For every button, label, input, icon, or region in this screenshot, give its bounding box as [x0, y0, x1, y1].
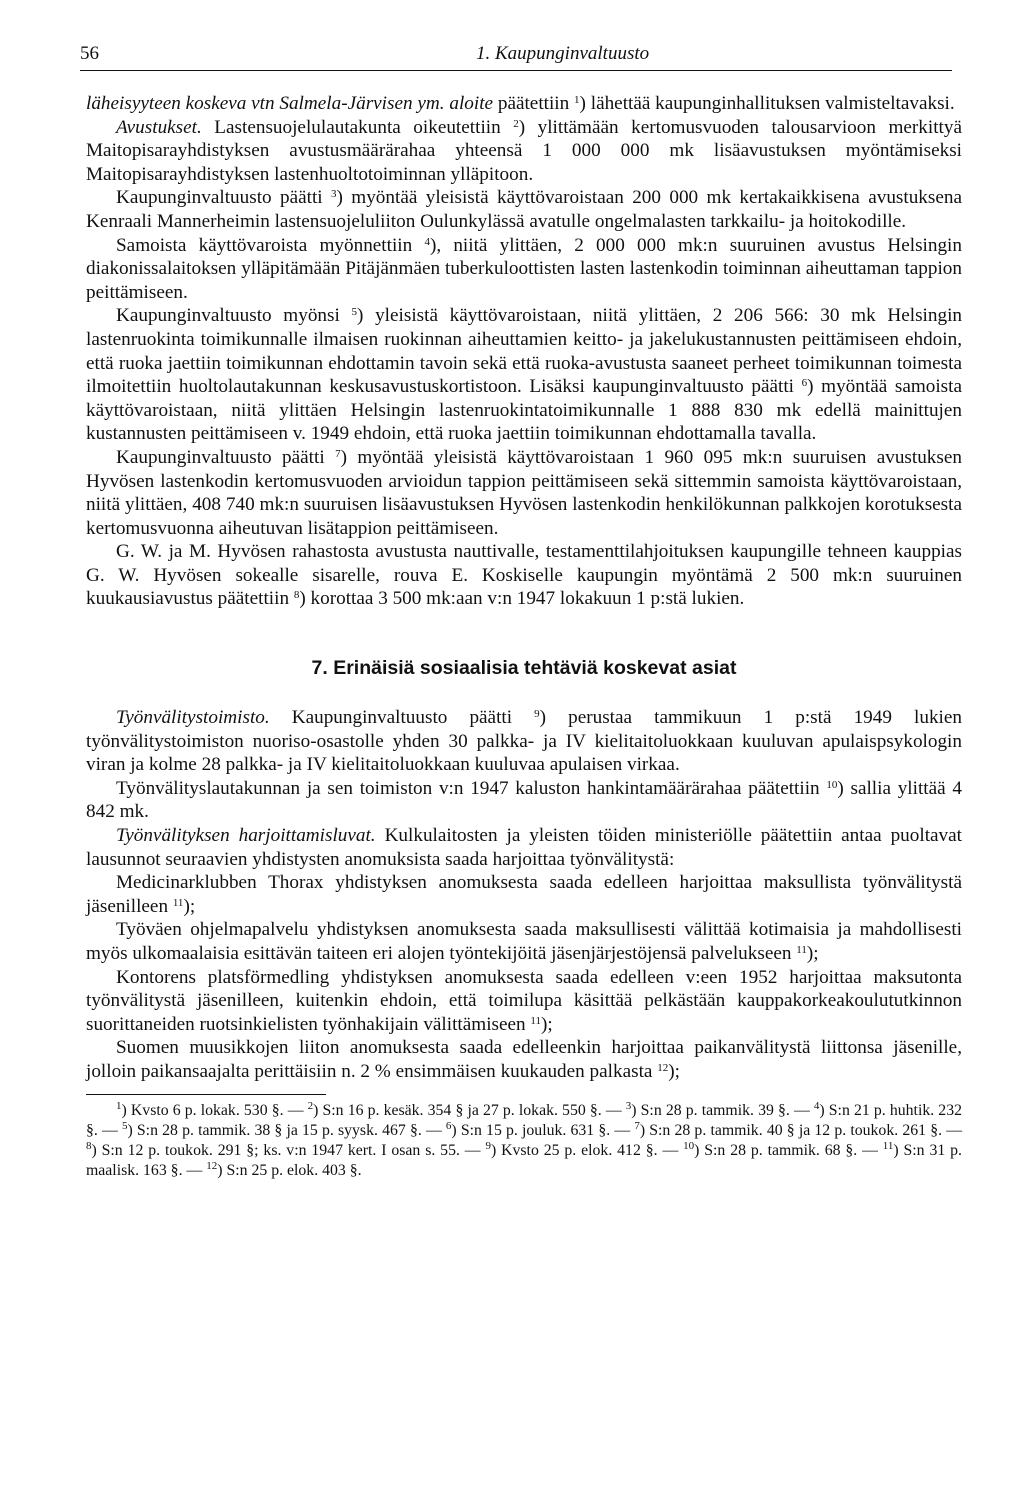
text: Medicinarklubben Thorax yhdistyksen anomuksesta saada edelleen harjoittaa maksullista työnvälitystä jäsenilleen	[86, 872, 962, 917]
section-heading: 7. Erinäisiä sosiaalisia tehtäviä koskevat asiat	[311, 657, 737, 680]
paragraph	[86, 540, 962, 611]
footnote-number: 1	[116, 1099, 122, 1112]
footnote-ref: 2	[513, 117, 519, 130]
text: ), niitä ylittäen, 2 000 000 mk:n suuruinen avustus Helsingin diakonissalaitoksen ylläpitämään Pitäjänmäen tuberkuloottisten lasten lastenkodin toiminnan aiheuttaman tappion peittämiseen.	[86, 234, 962, 303]
footnotes	[86, 1101, 962, 1181]
paragraph	[86, 1036, 962, 1083]
paragraph	[86, 234, 962, 305]
text: ) sallia ylittää 4 842 mk.	[86, 777, 962, 823]
text: G. W. ja M. Hyvösen rahastosta avustusta nauttivalle, testamenttilahjoituksen kaupungille tehneen kauppias G. W. Hyvösen sokealle sisarelle, rouva E. Koskiselle kaupungin myöntämä 2 500 mk:n suuruinen kuukausiavustus päätettiin	[86, 541, 962, 610]
text: Kaupunginvaltuusto päätti	[116, 187, 332, 209]
paragraph	[86, 918, 962, 965]
text: );	[668, 1060, 680, 1082]
text: );	[183, 895, 196, 917]
footnote-text: ) Kvsto 6 p. lokak. 530 §. —	[121, 1101, 308, 1119]
footnote-text: ) Kvsto 25 p. elok. 412 §. —	[490, 1141, 684, 1159]
footnote-number: 7	[634, 1119, 640, 1132]
text: ) ylittämään kertomusvuoden talousarvioon merkittyä Maitopisarayhdistyksen avustusmäärärahaa yhteensä 1 000 000 mk lisäavustuksen myöntämiseksi Maitopisarayhdistyksen lastenhuoltotoiminnan ylläpitoon.	[86, 116, 962, 185]
footnote-text: ) S:n 25 p. elok. 403 §.	[217, 1161, 362, 1179]
footnote-number: 3	[625, 1099, 632, 1112]
header-rule	[80, 70, 952, 71]
footnote-ref: 9	[534, 708, 540, 721]
footnote-number: 2	[307, 1099, 314, 1112]
italic-lead: Työnvälitystoimisto.	[116, 707, 270, 729]
text: ) myöntää yleisistä käyttövaroistaan 1 960 095 mk:n suuruisen avustuksen Hyvösen lastenkodin kertomusvuoden arvioidun tappion peittämiseen sekä sittemmin samoista käyttövaroistaan, niitä ylittäen, 408 740 mk:n suuruisen lisäavustuksen Hyvösen lastenkodin henkilökunnan palkkojen korotuksesta kertomusvuonna aiheutuvan lisätappion peittämiseen.	[86, 446, 962, 539]
paragraph	[86, 304, 962, 446]
footnote-text: ) S:n 12 p. toukok. 291 §; ks. v:n 1947 kert. I osan s. 55. —	[91, 1141, 486, 1159]
paragraph	[86, 871, 962, 918]
paragraph	[86, 116, 962, 187]
footnote-number: 5	[121, 1119, 128, 1132]
footnote-text: ) S:n 28 p. tammik. 38 § ja 15 p. syysk. 467 §. —	[127, 1121, 446, 1139]
text: Työnvälityslautakunnan ja sen toimiston v:n 1947 kaluston hankintamäärärahaa päätettiin	[116, 777, 827, 799]
text: ) lähettää kaupunginhallituksen valmisteltavaksi.	[579, 93, 955, 114]
footnote-ref: 8	[293, 589, 300, 602]
text: ) myöntää yleisistä käyttövaroistaan 200 000 mk kertakaikkisena avustuksena Kenraali Mannerheimin lastensuojeluliiton Oulunkylässä avatulle ongelmalasten tarkkailu- ja hoitokodille.	[86, 187, 962, 232]
footnote-number: 11	[882, 1139, 894, 1152]
footnote-rule	[86, 1094, 326, 1095]
footnote-ref: 11	[172, 896, 184, 909]
paragraph	[86, 777, 962, 824]
footnote-text: ) S:n 21 p. huhtik. 232 §. —	[86, 1101, 962, 1139]
footnote-text: ) S:n 28 p. tammik. 40 § ja 12 p. toukok. 261 §. —	[639, 1121, 962, 1139]
text: Työväen ohjelmapalvelu yhdistyksen anomuksesta saada maksullisesti välittää kotimaisia ja mahdollisesti myös ulkomaalaisia esittävän taiteen eri alojen työntekijöitä jäsenjärjestöjensä palvelukseen	[86, 919, 962, 964]
text: Kulkulaitosten ja yleisten töiden ministeriölle päätettiin antaa puoltavat lausunnot seuraavien yhdistysten anomuksista saada harjoittaa työnvälitystä:	[86, 825, 962, 870]
footnote-ref: 11	[796, 944, 807, 956]
footnote-text: ) S:n 31 p. maalisk. 163 §. —	[86, 1141, 962, 1179]
page-number: 56	[80, 43, 99, 64]
footnote-text: ) S:n 15 p. jouluk. 631 §. —	[451, 1121, 635, 1139]
text: ) yleisistä käyttövaroistaan, niitä ylittäen, 2 206 566: 30 mk Helsingin lastenruokinta toimikunnalle ilmaisen ruokinnan aiheuttamien keitto- ja jakelukustannusten peittämiseen ehdoin, että ruoka jaettiin toimikunnan ehdottamin tavoin sekä että ruoka-avustusta saaneet perheet toimikunnan toimesta ilmoitettiin huoltolautakunnan keskusavustuskortistoon. Lisäksi kaupunginvaltuusto päätti	[86, 305, 962, 398]
footnote-number: 6	[445, 1119, 452, 1132]
italic-lead: Avustukset.	[116, 116, 202, 138]
paragraph	[86, 966, 962, 1037]
paragraph	[86, 706, 962, 777]
footnote-text: ) S:n 16 p. kesäk. 354 § ja 27 p. lokak. 550 §. —	[313, 1101, 626, 1119]
text: );	[541, 1013, 553, 1035]
italic-lead: Työnvälityksen harjoittamisluvat.	[116, 825, 376, 847]
text: Kaupunginvaltuusto päätti	[116, 446, 336, 468]
footnote-ref: 10	[826, 778, 838, 791]
footnote-number: 8	[86, 1139, 92, 1152]
footnote-ref: 1	[574, 94, 580, 106]
italic-lead: läheisyyteen koskeva vtn Salmela-Järvisen ym. aloite	[86, 93, 494, 114]
footnote-text: ) S:n 28 p. tammik. 39 §. —	[631, 1101, 814, 1119]
text: );	[806, 943, 819, 964]
text: päätettiin	[493, 93, 575, 114]
text: Lastensuojelulautakunta oikeutettiin	[201, 116, 514, 138]
paragraph	[86, 92, 962, 116]
text: Kontorens platsförmedling yhdistyksen anomuksesta saada edelleen v:een 1952 harjoittaa maksutonta työnvälitystä jäsenilleen, kuitenkin ehdoin, että toimilupa käsittää pelkästään kauppakorkeakoulututkinnon suorittaneiden ruotsinkielisten työnhakijain välittämiseen	[86, 966, 962, 1035]
text: Suomen muusikkojen liiton anomuksesta saada edelleenkin harjoittaa paikanvälitystä liittonsa jäsenille, jolloin paikansaajalta perittäisiin n. 2 % ensimmäisen kuukauden palkasta	[86, 1037, 962, 1082]
footnote-number: 4	[813, 1099, 820, 1112]
footnote-ref: 5	[351, 306, 357, 319]
text: Kaupunginvaltuusto myönsi	[116, 305, 352, 327]
page-header	[80, 40, 952, 68]
paragraph	[86, 186, 962, 233]
footnote-ref: 7	[335, 447, 341, 460]
footnote-ref: 6	[801, 377, 808, 390]
text: ) myöntää samoista käyttövaroistaan, niitä ylittäen Helsingin lastenruokintatoimikunnalle 1 888 830 mk edellä mainittujen kustannusten peittämiseen v. 1949 ehdoin, että ruoka jaettiin toimikunnan ehdottamalla tavalla.	[86, 376, 962, 445]
footnote-text: ) S:n 28 p. tammik. 68 §. —	[694, 1141, 883, 1159]
text: Samoista käyttövaroista myönnettiin	[116, 234, 425, 256]
main-text	[86, 92, 962, 1181]
footnote-ref: 4	[424, 235, 430, 248]
footnote-ref: 12	[657, 1061, 669, 1074]
footnote-ref: 3	[331, 188, 337, 201]
text: ) perustaa tammikuun 1 p:stä 1949 lukien työnvälitystoimiston nuoriso-osastolle yhden 30 palkka- ja IV kielitaitoluokkaan kuuluvan apulaispsykologin viran ja kolme 28 palkka- ja IV kielitaitoluokkaan kuuluvaa apulaisen virkaa.	[86, 707, 962, 776]
footnote-number: 10	[683, 1139, 695, 1152]
footnote-number: 9	[485, 1139, 491, 1152]
text: Kaupunginvaltuusto päätti	[269, 707, 535, 729]
paragraph	[86, 824, 962, 871]
running-title: 1. Kaupunginvaltuusto	[476, 43, 650, 64]
footnote-ref: 11	[530, 1014, 542, 1027]
text: ) korottaa 3 500 mk:aan v:n 1947 lokakuun 1 p:stä lukien.	[299, 588, 745, 610]
footnote-number: 12	[206, 1159, 218, 1172]
paragraph	[86, 446, 962, 540]
